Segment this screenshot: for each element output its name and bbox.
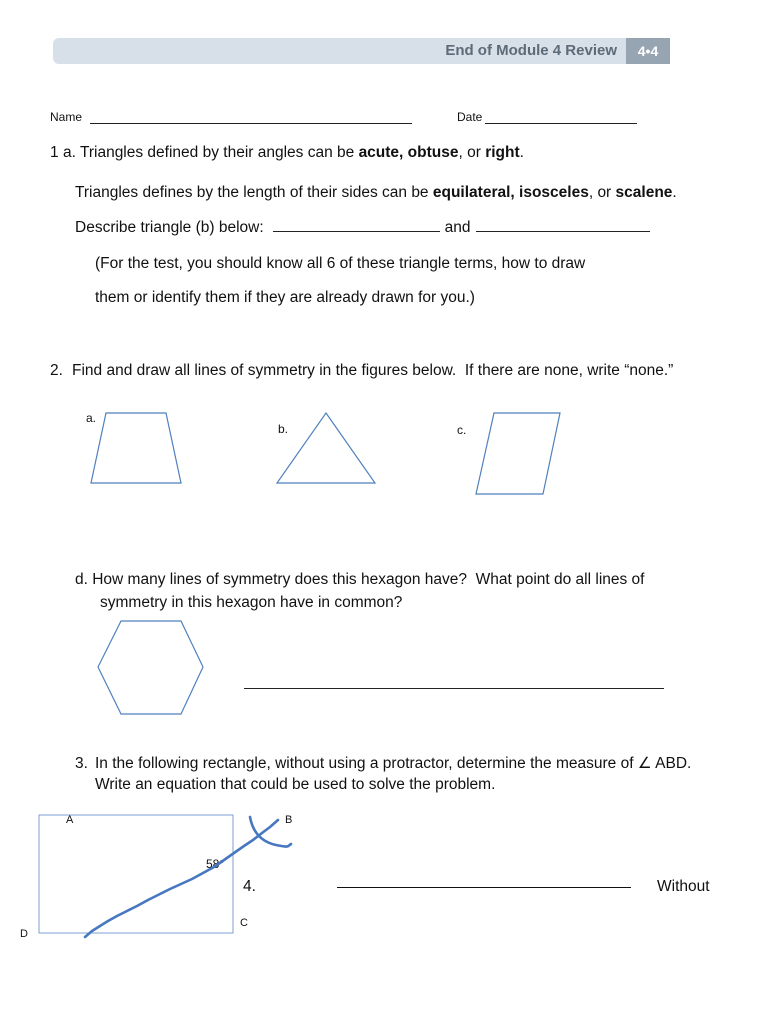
q2d-line-1: d. How many lines of symmetry does this hexagon have? What point do all lines of: [75, 571, 645, 588]
q2-number: 2.: [50, 362, 63, 379]
date-label: Date: [457, 110, 483, 124]
triangle-figure-b: [277, 413, 375, 483]
q4-number: 4.: [243, 878, 256, 895]
q3-prompt-line-2: Write an equation that could be used to solve the problem.: [95, 776, 496, 793]
q4-answer-blank: [337, 887, 631, 888]
q1-sides-term-1: equilateral, isosceles: [432, 184, 589, 201]
q1-angles-joiner: , or: [458, 144, 486, 161]
q4-trailing-text: Without: [657, 878, 710, 895]
figure-label-c: c.: [457, 423, 467, 437]
q1-angles-term-2: right: [485, 144, 520, 161]
q2d-answer-blank: [244, 688, 664, 689]
q1-angles-end: .: [519, 144, 524, 161]
parallelogram-figure-c: [476, 413, 560, 494]
angle-label-58: 58°: [206, 857, 225, 871]
q1-describe-blank-2: [476, 231, 650, 232]
q1-sides-term-2: scalene: [615, 184, 673, 201]
q1-note-line-1: (For the test, you should know all 6 of these triangle terms, how to draw: [95, 255, 586, 272]
q1-sides-lead: Triangles defines by the length of their sides can be: [75, 184, 433, 201]
q1-describe-prompt: Describe triangle (b) below:: [75, 219, 264, 236]
vertex-label-a: A: [66, 814, 74, 826]
q1-angles-line: [63, 144, 524, 162]
q1-angles-lead: a. Triangles defined by their angles can be: [63, 144, 359, 161]
q2d-line-2: symmetry in this hexagon have in common?: [100, 594, 403, 611]
q1-sides-line: [75, 184, 677, 202]
q1-number: 1: [50, 144, 59, 161]
hexagon-figure-d: [98, 621, 203, 714]
q1-describe-blank-1: [273, 231, 440, 232]
figure-label-a: a.: [86, 411, 97, 425]
q1-note-line-2: them or identify them if they are already drawn for you.): [95, 289, 475, 306]
date-blank: [485, 123, 637, 124]
q1-describe-conjunction: and: [444, 219, 471, 236]
vertex-label-c: C: [240, 917, 248, 929]
q3-number: 3.: [75, 755, 88, 772]
vertex-label-b: B: [285, 814, 293, 826]
name-label: Name: [50, 110, 83, 124]
q1-sides-end: .: [672, 184, 677, 201]
name-blank: [90, 123, 412, 124]
figure-label-b: b.: [278, 422, 289, 436]
module-header-bar: [53, 38, 626, 64]
vertex-label-d: D: [20, 928, 28, 940]
lesson-badge: 4•4: [626, 38, 670, 64]
q1-describe-line: [75, 219, 650, 237]
q1-sides-joiner: , or: [588, 184, 616, 201]
trapezoid-figure-a: [91, 413, 181, 483]
module-title: End of Module 4 Review: [445, 42, 617, 59]
q2-prompt: Find and draw all lines of symmetry in the figures below. If there are none, write “none.”: [72, 362, 674, 379]
rectangle-abcd: [39, 815, 233, 933]
q3-prompt-line-1: In the following rectangle, without using a protractor, determine the measure of ∠ ABD.: [95, 755, 692, 772]
q1-angles-term-1: acute, obtuse: [358, 144, 459, 161]
